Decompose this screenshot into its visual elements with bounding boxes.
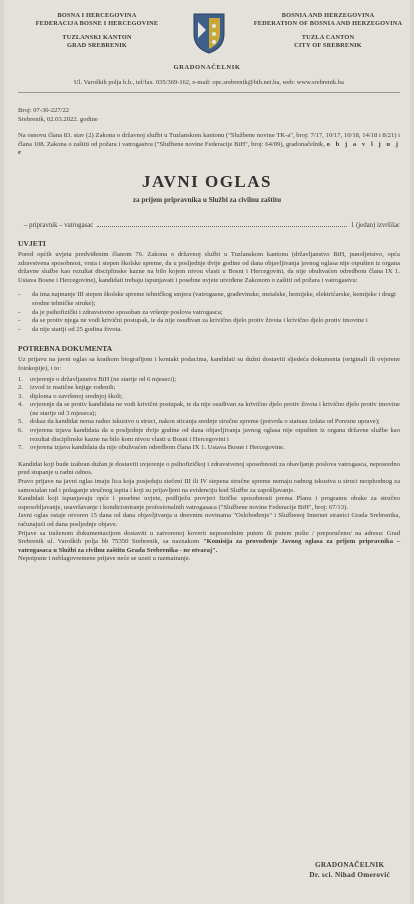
header-left-line-2: FEDERACIJA BOSNE I HERCEGOVINE [35,20,159,28]
list-item: 3. diploma o završenoj srednjoj školi; [18,392,123,400]
signature-name: Dr. sci. Nihad Omerović [309,871,390,879]
header-left-line-3: TUZLANSKI KANTON [62,33,132,41]
legal-basis-text: Na osnovu člana 83. stav (2) Zakona o državnoj službi u Tuzlanskom kantonu ("Službene novine TK-a", broj: 7/17, 10/17, 10/18, 14/18 i 8/21) i člana 108. Zakona o zaštiti od požara i vatrogastvu ("Službene novine Federacije BiH", broj: 64/09), gradonačelnik, [18,132,400,148]
header-left-line-4: GRAD SREBRENIK [66,42,127,50]
footer-note: Nepotpune i neblagovremene prijave neće se uzeti u razmatranje. [18,555,191,563]
list-item: - da nije stariji od 25 godina života. [18,325,122,333]
documents-list [18,376,400,453]
closing-paragraph: Kandidat koji bude izabran dužan je dostaviti uvjerenje o psihofizičkoj i zdravstvenoj sposobnosti za obavljanje poslova vatrogasca, neposredno pred stupanje u radni odnos. [18,460,400,477]
document-page [4,0,410,904]
submission-text: Prijave sa traženom dokumentacijom dostaviti u zatvorenoj koverti neposrednim putem ili putem pošte / preporučeno/ na adresu: Grad Srebrenik ul. Varoških polja bb 75350 Srebrenik, sa naznakom [18,529,400,546]
signature-block [309,860,390,880]
closing-paragraph: Pravo prijave na javni oglas imaju lica koja posjeduju stečeni III ili IV stepena stručne spreme nemaju radnog iskustva u struci neophodnog za samostalan rad i polaganje stručnog ispita i koji su prijavljeni na evidenciju kod Službe za zapošljavanje. [18,478,400,494]
conditions-intro: Pored općih uvjeta predviđenim članom 76. Zakona o državnoj službi u Tuzlanskom kantonu (državljanstvo BiH, punoljetstvo, opća zdravstvena sposobnost, vrsta i stepen školske spreme, da u posljednje dvije godine od dana objavljivanja javnog oglasa nije otpušten iz organa državne službe kao rezultat disciplinske kazne na bilo kojem nivou vlasti u Bosni i Hercegovini, da nije obuhvaćen odredbom člana IX 1. Ustava Bosne i Hercegovine), kandidati trebaju ispunjavati i posebne uvjete utvrđene Zakonom o zaštiti od požara i vatrogastvu: [18,250,400,284]
list-item: - da je psihofizički i zdravstveno sposoban za vršenje poslova vatrogasca; [18,308,223,316]
document-subtitle: za prijem pripravnika u Službi za civilnu zaštitu [132,195,282,204]
dotted-leader [97,222,347,227]
reference-block [18,107,410,124]
submission-paragraph [18,530,400,556]
conditions-heading: UVJETI [18,238,46,248]
list-item: 1. uvjerenje o državljanstvu BiH (ne starije od 6 mjeseci); [18,375,177,383]
header-right-line-4: CITY OF SREBRENIK [294,42,362,50]
submission-label: "Komisija za provođenje Javnog oglasa za prijem pripravnika – vatrogasaca u Službi za civilnu zaštitu Grada Srebrenika - ne otvaraj". [18,538,400,554]
legal-basis-verb: o b j a v l j u j e [18,140,400,157]
list-item: 6. ovjerena izjava kandidata da u posljednje dvije godine od dana objavljivanja javnog oglasa nije otpušten iz organa državne službe kao rezultat disciplinske kazne na bilo kom nivou vlasti u Bosni i Hercegovini i [18,427,400,443]
list-item: 5. dokaz da kandidat nema radno iskustvo u struci, nakon sticanja srednje stručne spreme (potvrda o statusu izdata od Porezne uprave); [18,418,380,426]
conditions-list [18,291,400,334]
letterhead [4,0,410,75]
position-dash: – [24,221,30,229]
reference-date: Srebrenik, 02.03.2022. godine [18,115,98,123]
header-left-line-1: BOSNA I HERCEGOVINA [57,12,137,19]
closing-paragraph: Javni oglas ostaje otvoren 15 dana od dana objavljivanja u dnevnim novinama "Oslobođenje" i Službenoj Internet stranici Grada Srebrenika, računajući od dana posljednje objave. [18,512,400,528]
header-right-line-2: FEDERATION OF BOSNIA AND HERZEGOVINA [253,20,403,28]
position-count: 1 (jedan) izvršilac [350,221,400,229]
header-right [252,12,404,51]
document-title: JAVNI OGLAS [141,171,273,191]
header-right-line-1: BOSNIA AND HERZEGOVINA [281,12,375,19]
list-item: - da se protiv njega ne vodi krivični postupak, te da nije osuđivan za krivično djelo protiv života i krivično djelo protiv imovine i [18,317,368,325]
documents-intro: Uz prijavu na javni oglas sa kratkom biografijom i kontakt podacima, kandidati su dužni dostaviti sljedeća dokumenta (originali ili ovjerene fotokopije), i to: [18,356,400,372]
header-right-line-3: TUZLA CANTON [301,33,355,41]
legal-basis [18,132,400,158]
coat-of-arms-icon [192,12,226,54]
signature-title: GRADONAČELNIK [315,861,385,869]
position-line [24,222,400,229]
list-item: 2. izvod iz matične knjige rođenih; [18,384,116,392]
list-item: - da ima najmanje III stepen školske spreme tehničkog smjera (vatrogasne, građevinske, metalske, hemijske, elektrićarske, kemijske i drugi srodne tehničke struke); [18,291,396,307]
reference-number: Broj: 07-30-227/22 [18,107,70,114]
list-item: 4. uvjerenje da se protiv kandidata ne vodi krivični postupak, te da nije osuđivan za krivično djelo protiv života i krivično djelo protiv imovine (ne starije od 3 mjeseca); [18,401,400,417]
office-name: GRADONAČELNIK [173,64,241,71]
documents-heading: POTREBNA DOKUMENTA [18,344,113,354]
closing-section [18,461,400,564]
list-item: 7. ovjerena izjava kandidata da nije obuhvaćen odredbom člana IX 1. Ustava Bosne i Hercegovine. [18,444,285,452]
contact-line: Ul. Varoških polja b.b., tel/fax. 035/369-162, e-mail: opc.srebrenik@bih.net.ba, web: www.srebrenik.ba [18,79,400,93]
closing-paragraph: Kandidati koji ispunjavaju opće i posebne uvjete, podliježu provjeri fizičke sposobnosti prema Planu i programu obuke za stručno osposobljavanje, usavršavanje i kondicioniranje profesionalnih vatrogasaca ("Službene novine Federacije BiH", broj: 67/13). [18,495,400,511]
position-label: pripravnik – vatrogasac [29,221,94,229]
header-left [22,12,172,51]
